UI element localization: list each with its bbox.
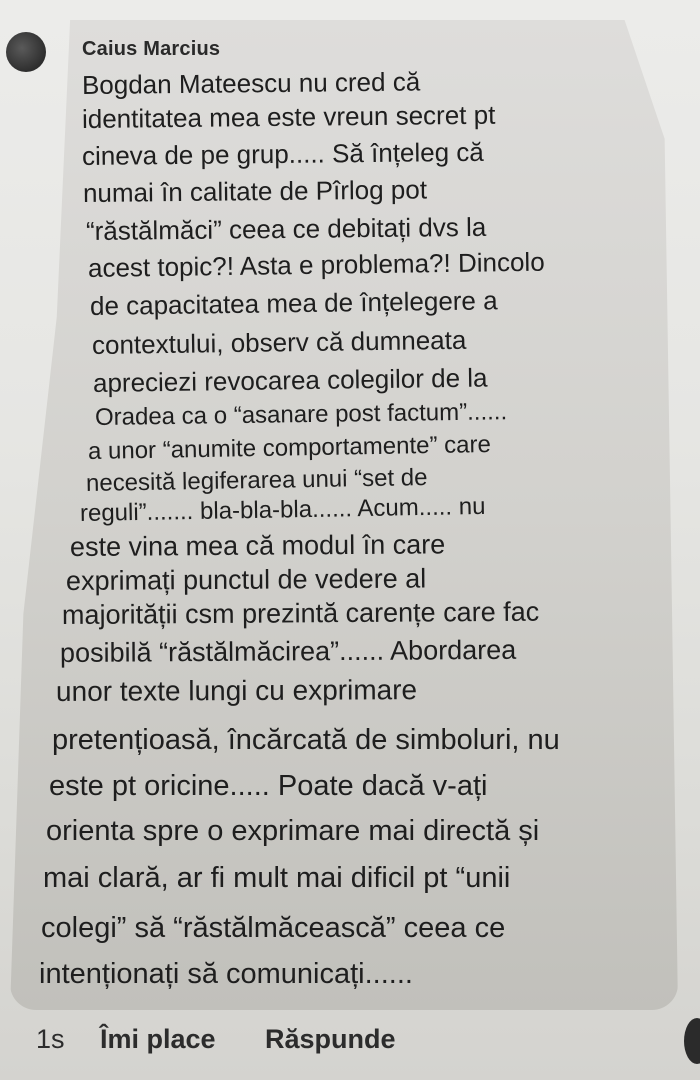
comment-text-line: este pt oricine..... Poate dacă v-ați xyxy=(49,770,488,802)
comment-text-line: contextului, observ că dumneata xyxy=(91,324,467,360)
comment-text-line: Oradea ca o “asanare post factum”...... xyxy=(94,398,508,431)
comment-text-line: mai clară, ar fi mult mai dificil pt “unii xyxy=(43,862,511,894)
comment-text-line: numai în calitate de Pîrlog pot xyxy=(82,174,428,208)
comment-text-line: “răstălmăci” ceea ce debitați dvs la xyxy=(85,211,487,246)
comment-text-line: identitatea mea este vreun secret pt xyxy=(81,99,496,134)
comment-text-line: cineva de pe grup..... Să înțeleg că xyxy=(81,136,484,171)
like-button[interactable]: Îmi place xyxy=(100,1024,216,1054)
comment-text-line: majorității csm prezintă carențe care fac xyxy=(61,596,540,630)
comment-text-line: intenționați să comunicați...... xyxy=(39,958,413,990)
comment-text-line: Bogdan Mateescu nu cred că xyxy=(81,66,421,100)
comment-text-line: posibilă “răstălmăcirea”...... Abordarea xyxy=(59,634,517,668)
comment-text-line: de capacitatea mea de înțelegere a xyxy=(89,285,498,321)
avatar[interactable] xyxy=(6,32,46,72)
comment-text-line: a unor “anumite comportamente” care xyxy=(87,430,492,465)
comment-text-line: este vina mea că modul în care xyxy=(69,529,446,562)
comment-text-line: pretențioasă, încărcată de simboluri, nu xyxy=(52,724,560,756)
reply-button[interactable]: Răspunde xyxy=(265,1024,396,1054)
comment-text-line: acest topic?! Asta e problema?! Dincolo xyxy=(87,246,545,283)
comment-text-line: exprimați punctul de vedere al xyxy=(65,563,427,596)
comment-text-line: necesită legiferarea unui “set de xyxy=(85,464,428,497)
comment-text-line: colegi” să “răstălmăcească” ceea ce xyxy=(41,912,506,944)
comment-text-line: orienta spre o exprimare mai directă și xyxy=(46,815,540,847)
comment-author[interactable]: Caius Marcius xyxy=(82,38,221,60)
comment-text-line: reguli”....... bla-bla-bla...... Acum..... nu xyxy=(79,492,486,527)
comment-text-line: apreciezi revocarea colegilor de la xyxy=(92,362,488,398)
comment-text-line: unor texte lungi cu exprimare xyxy=(55,674,418,707)
comment-timestamp[interactable]: 1s xyxy=(36,1024,65,1054)
reaction-icon xyxy=(684,1018,700,1064)
